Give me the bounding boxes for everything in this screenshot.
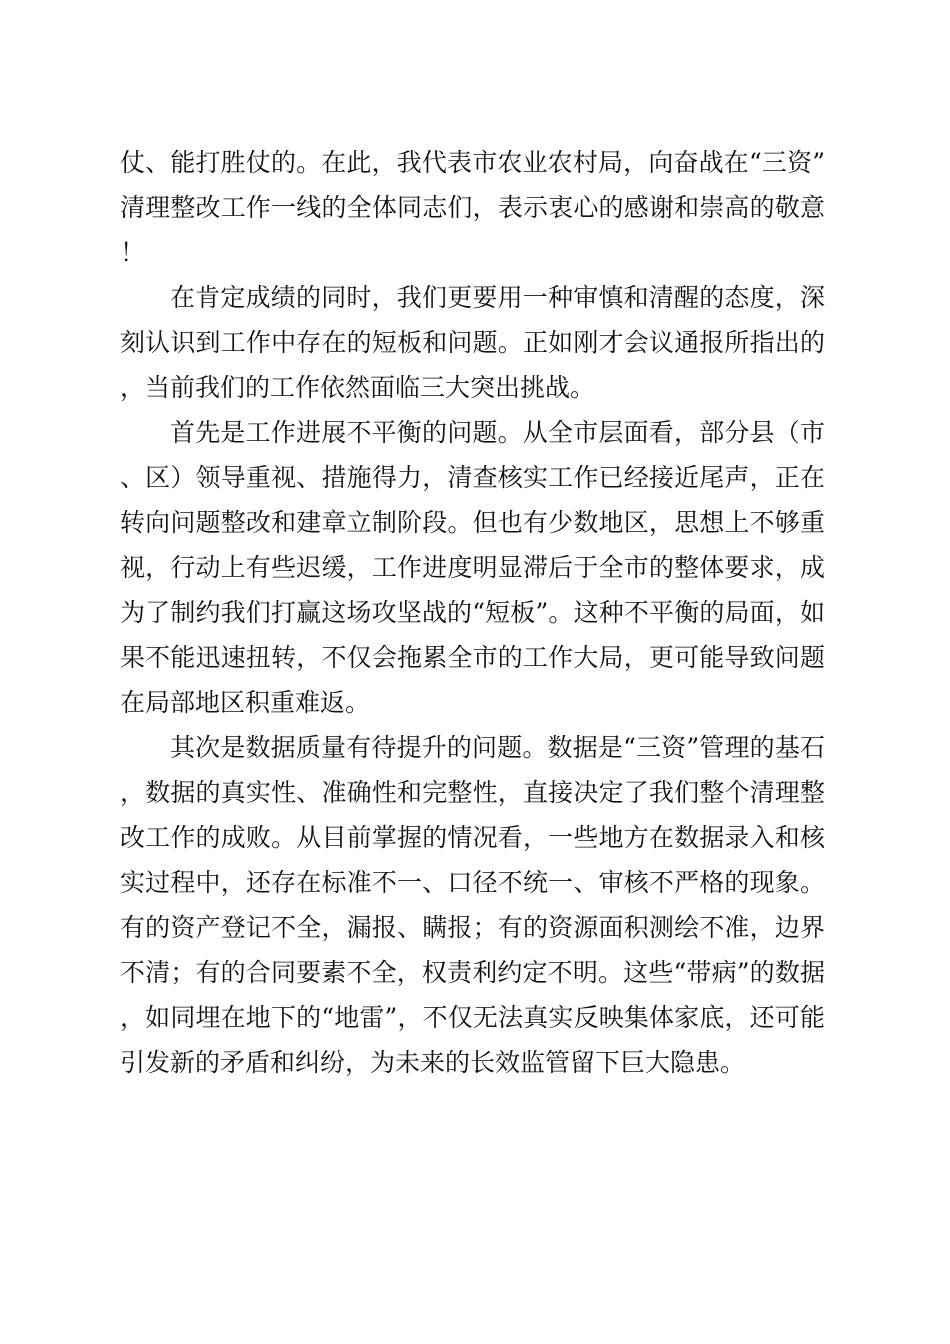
paragraph-1: 仗、能打胜仗的。在此，我代表市农业农村局，向奋战在“三资”清理整改工作一线的全体同志们，表示衷心的感谢和崇高的敬意！	[120, 148, 825, 267]
paragraph-3: 首先是工作进展不平衡的问题。从全市层面看，部分县（市、区）领导重视、措施得力，清查核实工作已经接近尾声，正在转向问题整改和建章立制阶段。但也有少数地区，思想上不够重视，行动上有些迟缓，工作进度明显滞后于全市的整体要求，成为了制约我们打赢这场攻坚战的“短板”。这种不平衡的局面，如果不能迅速扭转，不仅会拖累全市的工作大局，更可能导致问题在局部地区积重难返。	[120, 418, 825, 717]
paragraph-4: 其次是数据质量有待提升的问题。数据是“三资”管理的基石，数据的真实性、准确性和完整性，直接决定了我们整个清理整改工作的成败。从目前掌握的情况看，一些地方在数据录入和核实过程中，还存在标准不一、口径不统一、审核不严格的现象。有的资产登记不全，漏报、瞒报；有的资源面积测绘不准，边界不清；有的合同要素不全，权责利约定不明。这些“带病”的数据，如同埋在地下的“地雷”，不仅无法真实反映集体家底，还可能引发新的矛盾和纠纷，为未来的长效监管留下巨大隐患。	[120, 733, 825, 1077]
paragraph-2: 在肯定成绩的同时，我们更要用一种审慎和清醒的态度，深刻认识到工作中存在的短板和问题。正如刚才会议通报所指出的，当前我们的工作依然面临三大突出挑战。	[120, 283, 825, 402]
document-body	[120, 140, 825, 1085]
